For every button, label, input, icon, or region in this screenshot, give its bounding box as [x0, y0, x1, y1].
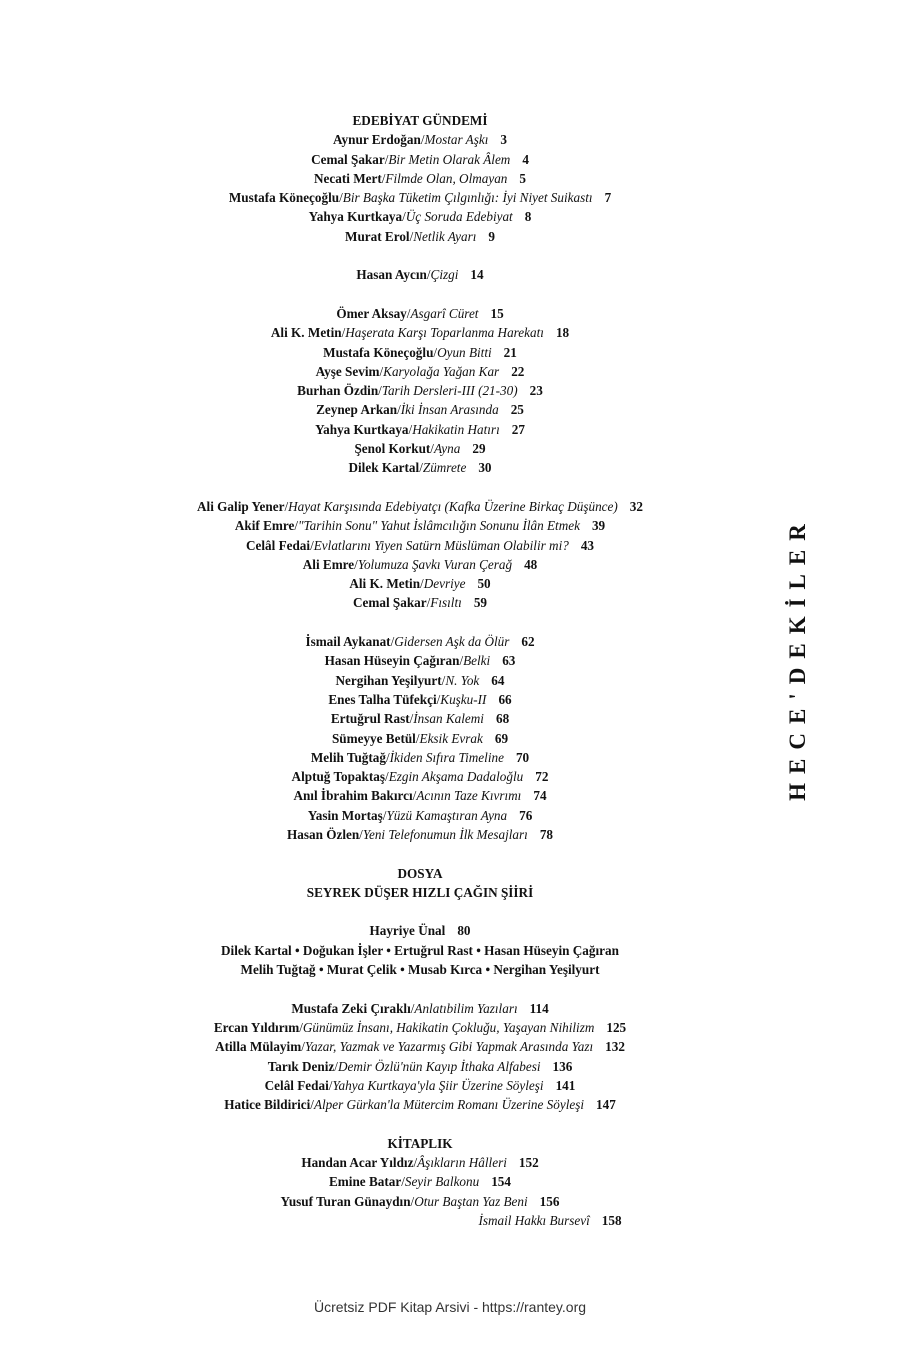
- entry-author: Ercan Yıldırım: [213, 1019, 300, 1035]
- entry-separator: /: [379, 363, 384, 379]
- section-heading: EDEBİYAT GÜNDEMİ: [352, 113, 488, 128]
- entry-title: Otur Baştan Yaz Beni: [414, 1193, 528, 1209]
- entry-separator: /: [409, 711, 414, 727]
- toc-entry: [0, 1192, 840, 1211]
- entry-title: Seyir Balkonu: [404, 1174, 480, 1190]
- entry-title: Fısıltı: [430, 595, 462, 611]
- entry-page: 22: [511, 363, 525, 379]
- entry-author: Dilek Kartal: [348, 460, 420, 476]
- entry-page: 141: [555, 1077, 576, 1093]
- spacer: [0, 478, 840, 497]
- entry-title: Kuşku-II: [440, 691, 487, 707]
- entry-page: 62: [521, 634, 535, 650]
- entry-title: Yahya Kurtkaya'yla Şiir Üzerine Söyleşi: [332, 1077, 544, 1093]
- entry-page: 154: [491, 1174, 511, 1190]
- entry-page: 64: [491, 672, 505, 688]
- toc-entry: [0, 227, 840, 246]
- entry-page: 68: [495, 711, 510, 727]
- entry-author: Melih Tuğtağ: [310, 749, 386, 765]
- toc-entry: [0, 651, 840, 670]
- entry-page: 30: [478, 460, 492, 476]
- spacer: [0, 1114, 840, 1133]
- entry-title: Haşerata Karşı Toparlanma Harekatı: [345, 325, 544, 341]
- entry-separator: /: [430, 441, 434, 457]
- entry-author: Mustafa Köneçoğlu: [323, 344, 434, 360]
- entry-page: 9: [488, 228, 495, 244]
- entry-author: Celâl Fedai: [245, 537, 311, 553]
- entry-author: Alptuğ Topaktaş: [291, 769, 386, 785]
- entry-separator: /: [409, 228, 414, 244]
- entry-title: Üç Soruda Edebiyat: [405, 209, 513, 225]
- entry-author: Anıl İbrahim Bakırcı: [293, 788, 413, 804]
- entry-separator: /: [408, 421, 413, 437]
- entry-title: Âşıkların Hâlleri: [417, 1155, 507, 1171]
- entry-author: Akif Emre: [234, 518, 295, 534]
- toc-entry: [0, 786, 840, 805]
- entry-title: Devriye: [423, 576, 466, 592]
- entry-title: Acının Taze Kıvrımı: [416, 788, 522, 804]
- spacer: [0, 979, 840, 998]
- entry-title: Ayna: [433, 441, 461, 457]
- entry-separator: /: [410, 1193, 415, 1209]
- toc-entry: [0, 188, 840, 207]
- entry-page: 21: [503, 344, 517, 360]
- entry-author: Yahya Kurtkaya: [308, 209, 403, 225]
- entry-separator: /: [412, 788, 417, 804]
- entry-author: Ali K. Metin: [349, 576, 421, 592]
- entry-author: Handan Acar Yıldız: [301, 1155, 414, 1171]
- entry-separator: /: [310, 537, 314, 553]
- entry-title: Ezgin Akşama Dadaloğlu: [388, 769, 524, 785]
- entry-title: Karyolağa Yağan Kar: [383, 363, 500, 379]
- entry-title: İsmail Hakkı Bursevî: [478, 1212, 590, 1228]
- toc-entry: [0, 767, 840, 786]
- entry-author: Mustafa Zeki Çıraklı: [291, 1000, 411, 1016]
- entry-title: "Tarihin Sonu" Yahut İslâmcılığın Sonunu İlân Etmek: [298, 518, 580, 534]
- toc-entry: [0, 1018, 840, 1037]
- entry-separator: /: [401, 1174, 405, 1190]
- toc-entry: [0, 1057, 840, 1076]
- toc-entry: [0, 729, 840, 748]
- entry-title: Hakikatin Hatırı: [412, 421, 500, 437]
- spacer: [0, 902, 840, 921]
- entry-separator: /: [397, 402, 401, 418]
- spacer: [0, 613, 840, 632]
- entry-page: 7: [604, 190, 612, 206]
- toc-entry: [0, 497, 840, 516]
- entry-title: Çizgi: [430, 267, 459, 283]
- entry-separator: /: [294, 518, 299, 534]
- toc-entry: [0, 1095, 840, 1114]
- spacer: [0, 285, 840, 304]
- entry-author: Tarık Deniz: [267, 1058, 335, 1074]
- entry-separator: /: [420, 132, 425, 148]
- entry-title: Mostar Aşkı: [424, 132, 489, 148]
- entry-separator: /: [420, 576, 424, 592]
- toc-entry: [0, 458, 840, 477]
- entry-page: 32: [629, 498, 643, 514]
- toc-entry: [0, 362, 840, 381]
- entry-title: Gidersen Aşk da Ölür: [394, 634, 510, 650]
- entry-author: Ali Emre: [302, 556, 355, 572]
- table-of-contents: [0, 111, 840, 1230]
- entry-separator: /: [415, 730, 420, 746]
- entry-page: 50: [477, 576, 491, 592]
- entry-title: Bir Başka Tüketim Çılgınlığı: İyi Niyet Suikastı: [342, 190, 593, 206]
- toc-entry: [0, 593, 840, 612]
- entry-author: Enes Talha Tüfekçi: [328, 691, 437, 707]
- toc-entry: [0, 1172, 840, 1191]
- entry-page: 132: [605, 1039, 625, 1055]
- entry-title: Demir Özlü'nün Kayıp İthaka Alfabesi: [337, 1058, 541, 1074]
- toc-entry: [0, 420, 840, 439]
- entry-page: 8: [524, 209, 532, 225]
- entry-separator: /: [328, 1077, 333, 1093]
- entry-page: 158: [601, 1212, 622, 1228]
- entry-title: Bir Metin Olarak Âlem: [388, 151, 511, 167]
- entry-separator: /: [426, 267, 431, 283]
- entry-title: Yüzü Kamaştıran Ayna: [386, 807, 508, 823]
- entry-author: Necati Mert: [314, 170, 382, 186]
- toc-entry: [0, 150, 840, 169]
- entry-separator: /: [384, 151, 389, 167]
- entry-page: 76: [519, 807, 533, 823]
- entry-author: Ertuğrul Rast: [330, 711, 410, 727]
- entry-title: Yazar, Yazmak ve Yazarmış Gibi Yapmak Arasında Yazı: [304, 1039, 594, 1055]
- section-subheading: SEYREK DÜŞER HIZLI ÇAĞIN ŞİİRİ: [306, 884, 534, 900]
- entry-title: N. Yok: [445, 672, 480, 688]
- entry-page: 72: [535, 769, 549, 785]
- entry-title: İnsan Kalemi: [413, 711, 484, 727]
- entry-author: Hasan Hüseyin Çağıran: [324, 653, 460, 669]
- entry-author: Burhan Özdin: [297, 383, 379, 399]
- entry-separator: /: [410, 1000, 415, 1016]
- entry-title: İkiden Sıfıra Timeline: [389, 749, 504, 765]
- toc-entry: [0, 304, 840, 323]
- entry-page: 156: [539, 1193, 560, 1209]
- entry-separator: /: [413, 1155, 418, 1171]
- entry-author: Ömer Aksay: [336, 305, 407, 321]
- entry-author: Zeynep Arkan: [316, 402, 398, 418]
- entry-page: 63: [502, 653, 516, 669]
- entry-title: Eksik Evrak: [419, 730, 483, 746]
- section-heading: DOSYA: [397, 865, 443, 881]
- contributor-list: Melih Tuğtağ • Murat Çelik • Musab Kırca • Nergihan Yeşilyurt: [240, 962, 600, 978]
- entry-separator: /: [354, 556, 358, 572]
- entry-separator: /: [381, 170, 386, 186]
- entry-page: 78: [539, 826, 553, 842]
- entry-title: Günümüz İnsanı, Hakikatin Çokluğu, Yaşayan Nihilizm: [302, 1019, 595, 1035]
- entry-page: 39: [591, 518, 606, 534]
- entry-separator: /: [433, 344, 438, 360]
- entry-title: Netlik Ayarı: [413, 228, 477, 244]
- entry-title: Yeni Telefonumun İlk Mesajları: [362, 826, 528, 842]
- toc-entry: [0, 169, 840, 188]
- entry-page: 3: [500, 132, 507, 148]
- entry-separator: /: [341, 325, 346, 341]
- entry-author: Nergihan Yeşilyurt: [335, 672, 442, 688]
- entry-author: Murat Erol: [345, 228, 410, 244]
- toc-entry: [0, 1153, 840, 1172]
- entry-page: 80: [457, 923, 471, 939]
- entry-author: Hasan Özlen: [287, 826, 360, 842]
- entry-author: Mustafa Köneçoğlu: [228, 190, 340, 206]
- toc-entry: [0, 748, 840, 767]
- entry-author: Cemal Şakar: [311, 151, 385, 167]
- entry-title: Evlatlarını Yiyen Satürn Müslüman Olabilir mi?: [313, 537, 569, 553]
- entry-title: Tarih Dersleri-III (21-30): [381, 383, 518, 399]
- entry-author: Yusuf Turan Günaydın: [280, 1193, 411, 1209]
- entry-title: İki İnsan Arasında: [400, 402, 499, 418]
- toc-entry: [0, 439, 840, 458]
- entry-page: 15: [490, 305, 504, 321]
- entry-page: 114: [529, 1000, 549, 1016]
- entry-page: 136: [552, 1058, 573, 1074]
- entry-page: 4: [522, 151, 529, 167]
- entry-title: Hayat Karşısında Edebiyatçı (Kafka Üzerine Birkaç Düşünce): [288, 498, 618, 514]
- entry-page: 14: [470, 267, 484, 283]
- entry-separator: /: [406, 305, 411, 321]
- toc-entry: [0, 1211, 840, 1230]
- entry-title: Belki: [463, 653, 491, 669]
- entry-title: Anlatıbilim Yazıları: [414, 1000, 518, 1016]
- entry-title: Filmde Olan, Olmayan: [385, 170, 508, 186]
- entry-separator: /: [385, 749, 390, 765]
- entry-page: 48: [524, 556, 538, 572]
- entry-separator: /: [459, 653, 464, 669]
- entry-author: Ayşe Sevim: [315, 363, 380, 379]
- toc-entry: [0, 130, 840, 149]
- toc-entry: [0, 1037, 840, 1056]
- entry-page: 147: [596, 1097, 616, 1113]
- entry-separator: /: [385, 769, 389, 785]
- entry-page: 5: [519, 170, 526, 186]
- toc-entry: [0, 381, 840, 400]
- entry-page: 25: [510, 402, 524, 418]
- entry-page: 74: [533, 788, 547, 804]
- toc-entry: [0, 690, 840, 709]
- entry-page: 27: [511, 421, 525, 437]
- entry-author: Şenol Korkut: [354, 441, 431, 457]
- toc-entry: [0, 516, 840, 535]
- toc-entry: [0, 632, 840, 651]
- entry-page: 66: [498, 691, 512, 707]
- entry-separator: /: [378, 383, 382, 399]
- toc-entry: [0, 400, 840, 419]
- side-title: HECE'DEKİLER: [785, 515, 810, 801]
- entry-title: Oyun Bitti: [437, 344, 492, 360]
- toc-entry: [0, 323, 840, 342]
- toc-entry: [0, 671, 840, 690]
- toc-entry: [0, 207, 840, 226]
- spacer: [0, 246, 840, 265]
- entry-author: Ali K. Metin: [270, 325, 342, 341]
- entry-separator: /: [426, 595, 431, 611]
- footer-text: Ücretsiz PDF Kitap Arsivi - https://rantey.org: [313, 1299, 587, 1315]
- toc-entry: [0, 574, 840, 593]
- entry-page: 70: [515, 749, 530, 765]
- section-heading: KİTAPLIK: [387, 1135, 453, 1151]
- entry-page: 125: [606, 1019, 627, 1035]
- entry-author: Sümeyye Betül: [331, 730, 416, 746]
- entry-author: Atilla Mülayim: [215, 1039, 302, 1055]
- entry-page: 43: [580, 537, 595, 553]
- entry-author: Hasan Aycın: [356, 267, 427, 283]
- entry-separator: /: [284, 498, 289, 514]
- entry-author: Aynur Erdoğan: [333, 132, 421, 148]
- entry-title: Alper Gürkan'la Mütercim Romanı Üzerine Söyleşi: [313, 1097, 585, 1113]
- entry-page: 59: [473, 595, 487, 611]
- toc-entry: [0, 921, 840, 940]
- entry-separator: /: [402, 209, 406, 225]
- entry-page: 69: [494, 730, 509, 746]
- entry-author: İsmail Aykanat: [305, 634, 391, 650]
- entry-author: Hatice Bildirici: [224, 1097, 311, 1113]
- entry-author: Yahya Kurtkaya: [315, 421, 409, 437]
- entry-separator: /: [419, 460, 423, 476]
- entry-separator: /: [436, 691, 441, 707]
- entry-separator: /: [339, 190, 343, 206]
- entry-page: 18: [555, 325, 570, 341]
- entry-separator: /: [390, 634, 395, 650]
- entry-separator: /: [382, 807, 387, 823]
- entry-author: Emine Batar: [329, 1174, 402, 1190]
- toc-entry: [0, 709, 840, 728]
- entry-separator: /: [359, 826, 363, 842]
- entry-separator: /: [334, 1058, 338, 1074]
- entry-page: 23: [529, 383, 543, 399]
- entry-separator: /: [299, 1019, 303, 1035]
- entry-title: Asgarî Cüret: [410, 305, 479, 321]
- toc-entry: [0, 555, 840, 574]
- toc-entry: [0, 343, 840, 362]
- toc-entry: [0, 536, 840, 555]
- entry-title: Zümrete: [422, 460, 467, 476]
- entry-separator: /: [310, 1097, 314, 1113]
- toc-entry: [0, 825, 840, 844]
- spacer: [0, 844, 840, 863]
- entry-author: Ali Galip Yener: [197, 498, 285, 514]
- contributor-list: Dilek Kartal • Doğukan İşler • Ertuğrul Rast • Hasan Hüseyin Çağıran: [221, 942, 619, 958]
- toc-entry: [0, 1076, 840, 1095]
- entry-page: 29: [472, 441, 486, 457]
- toc-entry: [0, 999, 840, 1018]
- entry-separator: /: [441, 672, 446, 688]
- entry-author: Hayriye Ünal: [369, 923, 446, 939]
- entry-author: Celâl Fedai: [264, 1077, 329, 1093]
- toc-entry: [0, 265, 840, 284]
- entry-title: Yolumuza Şavkı Vuran Çerağ: [357, 556, 513, 572]
- entry-author: Cemal Şakar: [352, 595, 427, 611]
- entry-separator: /: [301, 1039, 305, 1055]
- entry-page: 152: [518, 1155, 539, 1171]
- toc-entry: [0, 806, 840, 825]
- entry-author: Yasin Mortaş: [307, 807, 383, 823]
